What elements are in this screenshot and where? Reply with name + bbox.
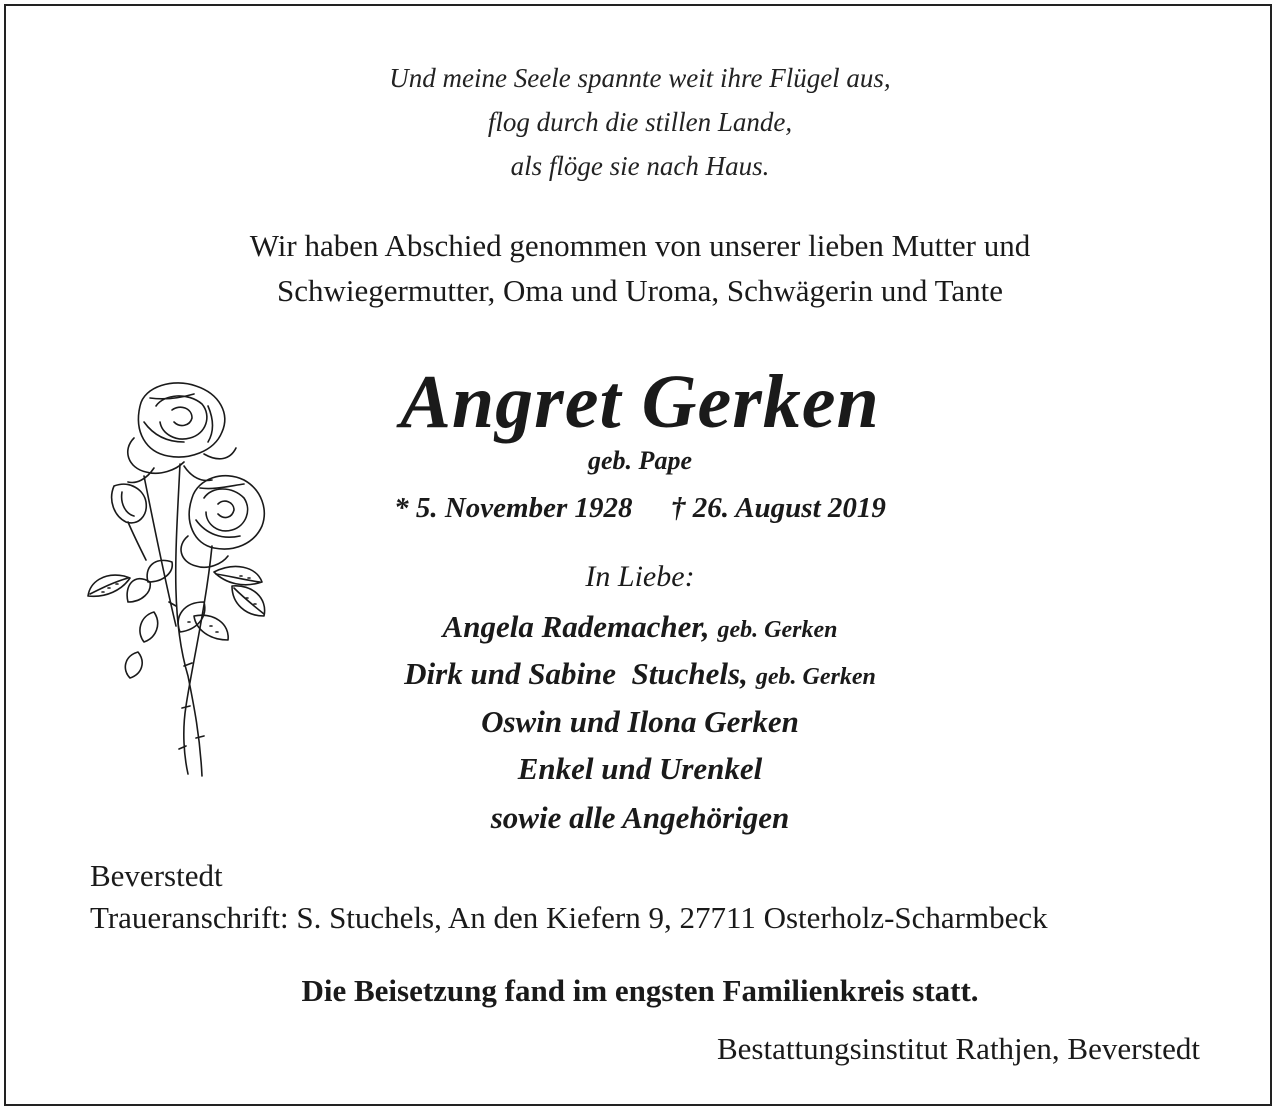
- life-dates: [0, 492, 1280, 525]
- mourners-heading: In Liebe:: [585, 560, 695, 593]
- intro-text: [0, 223, 1280, 313]
- intro-line-2: Schwiegermutter, Oma und Uroma, Schwägerin und Tante: [276, 273, 1004, 308]
- mourner-4: Enkel und Urenkel: [517, 751, 763, 786]
- intro-line-1: Wir haben Abschied genommen von unserer lieben Mutter und: [249, 228, 1031, 263]
- mourning-address: Traueranschrift: S. Stuchels, An den Kiefern 9, 27711 Osterholz-Scharmbeck: [90, 900, 1048, 935]
- mourner-note: geb. Gerken: [717, 617, 838, 643]
- burial-note: Die Beisetzung fand im engsten Familienkreis statt.: [301, 973, 979, 1008]
- poem-line-2: flog durch die stillen Lande,: [487, 107, 793, 137]
- deceased-name: Angret Gerken: [400, 360, 880, 444]
- mourner-1: [0, 609, 1280, 645]
- mourner-5: sowie alle Angehörigen: [490, 800, 790, 835]
- maiden-name: geb. Pape: [588, 446, 692, 475]
- poem-line-1: Und meine Seele spannte weit ihre Flügel aus,: [389, 63, 891, 93]
- death-date: † 26. August 2019: [671, 492, 886, 524]
- mourner-note: geb. Gerken: [755, 664, 876, 690]
- funeral-home: Bestattungsinstitut Rathjen, Beverstedt: [716, 1031, 1200, 1066]
- birth-date: * 5. November 1928: [394, 492, 633, 524]
- mourner-name: Angela Rademacher,: [442, 609, 710, 644]
- poem: [0, 56, 1280, 188]
- mourner-3: Oswin und Ilona Gerken: [481, 704, 799, 739]
- poem-line-3: als flöge sie nach Haus.: [510, 151, 770, 181]
- location: Beverstedt: [90, 858, 223, 893]
- mourner-name: Dirk und Sabine Stuchels,: [404, 656, 748, 691]
- mourner-2: [0, 656, 1280, 692]
